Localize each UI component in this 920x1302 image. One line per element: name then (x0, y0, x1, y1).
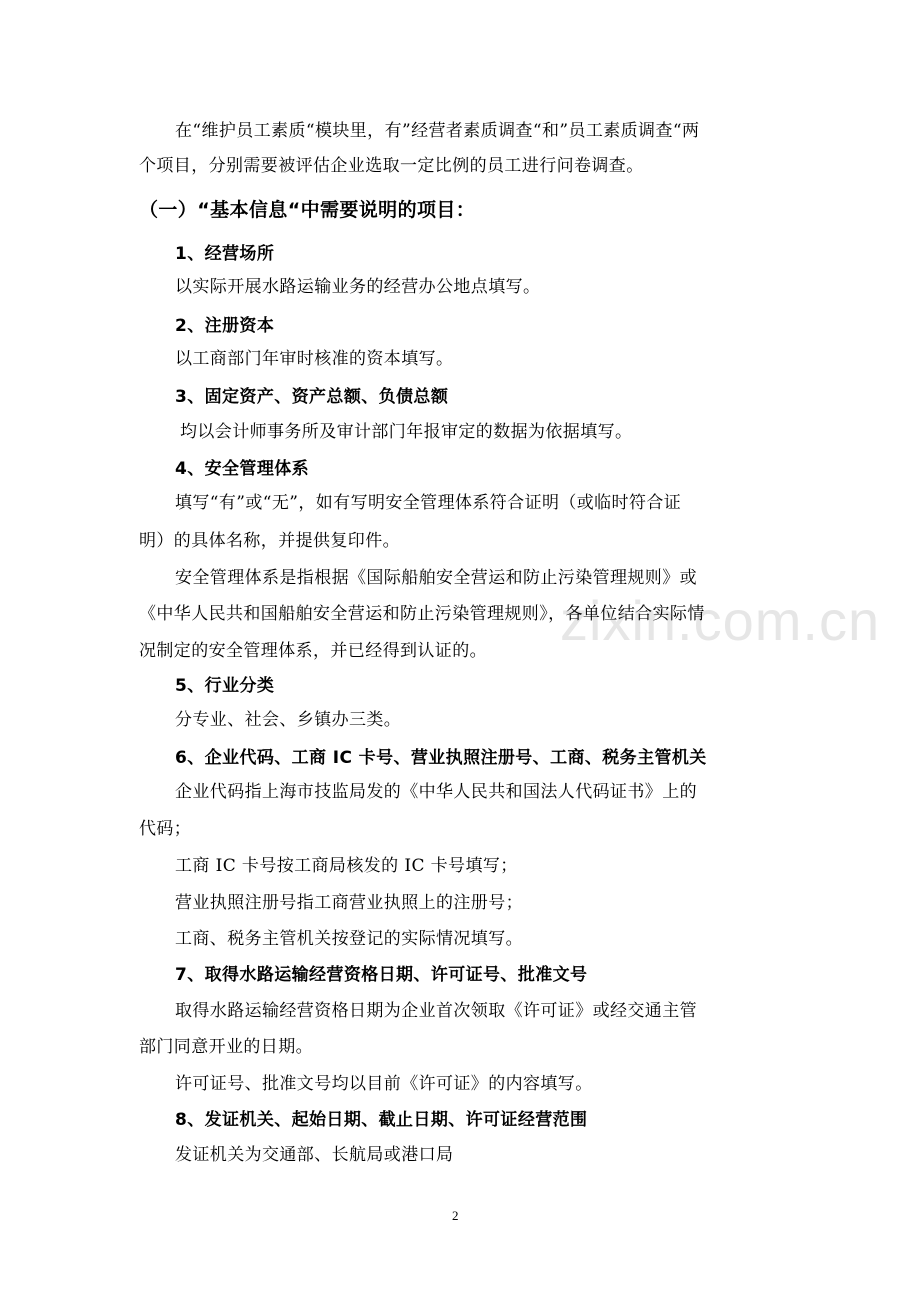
item4-text-line-1: 填写“有”或“无”，如有写明安全管理体系符合证明（或临时符合证 (175, 493, 682, 513)
item1-heading: 1、经营场所 (175, 244, 275, 264)
item4-text2-line-3: 况制定的安全管理体系，并已经得到认证的。 (139, 641, 487, 661)
item7-text-line-1: 取得水路运输经营资格日期为企业首次领取《许可证》或经交通主管 (175, 1001, 697, 1021)
item5-text: 分专业、社会、乡镇办三类。 (175, 710, 402, 730)
section-heading: （一）“基本信息“中需要说明的项目： (139, 199, 476, 221)
item6-text3: 营业执照注册号指工商营业执照上的注册号； (175, 893, 523, 913)
item6-text-line-1: 企业代码指上海市技监局发的《中华人民共和国法人代码证书》上的 (175, 782, 697, 802)
item4-text2-line-2: 《中华人民共和国船舶安全营运和防止污染管理规则》，各单位结合实际情 (139, 604, 705, 624)
item8-text: 发证机关为交通部、长航局或港口局 (175, 1145, 454, 1165)
item4-text-line-2: 明）的具体名称，并提供复印件。 (139, 531, 400, 551)
item6-text2: 工商 IC 卡号按工商局核发的 IC 卡号填写； (175, 856, 518, 876)
item2-heading: 2、注册资本 (175, 316, 275, 336)
intro-line-1: 在“维护员工素质“模块里，有”经营者素质调查“和”员工素质调查“两 (175, 121, 700, 141)
item7-text2: 许可证号、批准文号均以目前《许可证》的内容填写。 (175, 1074, 593, 1094)
item8-heading: 8、发证机关、起始日期、截止日期、许可证经营范围 (175, 1110, 588, 1130)
item5-heading: 5、行业分类 (175, 676, 275, 696)
item3-heading: 3、固定资产、资产总额、负债总额 (175, 387, 449, 407)
item7-heading: 7、取得水路运输经营资格日期、许可证号、批准文号 (175, 965, 588, 985)
item4-heading: 4、安全管理体系 (175, 459, 310, 479)
item1-text: 以实际开展水路运输业务的经营办公地点填写。 (175, 277, 541, 297)
item4-text2-line-1: 安全管理体系是指根据《国际船舶安全营运和防止污染管理规则》或 (175, 568, 697, 588)
page-number: 2 (452, 1208, 459, 1223)
watermark: zixin.com.cn (560, 589, 881, 652)
item6-text-line-2: 代码； (139, 819, 192, 839)
item6-heading: 6、企业代码、工商 IC 卡号、营业执照注册号、工商、税务主管机关 (175, 748, 707, 768)
item3-text: 均以会计师事务所及审计部门年报审定的数据为依据填写。 (180, 422, 633, 442)
item2-text: 以工商部门年审时核准的资本填写。 (175, 349, 454, 369)
item6-text4: 工商、税务主管机关按登记的实际情况填写。 (175, 929, 523, 949)
intro-line-2: 个项目，分别需要被评估企业选取一定比例的员工进行问卷调查。 (139, 156, 644, 176)
item7-text-line-2: 部门同意开业的日期。 (139, 1037, 313, 1057)
